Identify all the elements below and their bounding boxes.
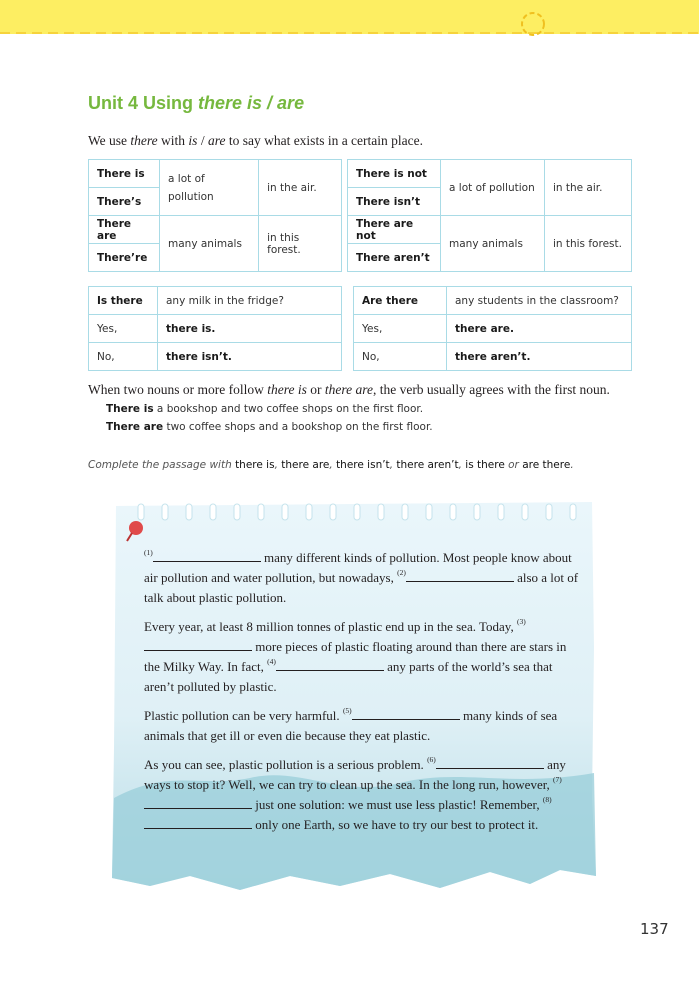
paragraph: As you can see, plastic pollution is a serious problem. $^{(6)}$ any ways to stop it? Well, we can try to clean up the sea. In the long run, however, $^{(7)}$ just one solution: we must use less plastic! Remember, $^{(8)}$ only one Earth, so we have to try our best to protect it.	[144, 755, 566, 832]
table-cell: No,	[89, 343, 158, 371]
agreement-note: When two nouns or more follow there is or there are, the verb usually agrees with the first noun.	[88, 382, 610, 397]
answer-blank[interactable]	[144, 638, 252, 651]
header-band	[0, 0, 699, 34]
unit-title: Unit 4 Using there is / are	[88, 93, 305, 113]
affirmative-table	[88, 159, 342, 272]
exercise-instruction: Complete the passage with there is, there are, there isn’t, there aren’t, is there or are there.	[88, 459, 574, 471]
table-cell: in the air.	[259, 160, 342, 216]
question-table-is-there	[88, 286, 342, 371]
table-cell: Are there	[354, 287, 447, 315]
answer-blank[interactable]	[352, 707, 460, 720]
answer-blank[interactable]	[144, 796, 252, 809]
table-cell: Is there	[89, 287, 158, 315]
table-cell: a lot of pollution	[441, 160, 545, 216]
example-sentence: There is a bookshop and two coffee shops on the first floor.	[106, 403, 424, 415]
table-cell: There are	[89, 216, 160, 244]
answer-blank[interactable]	[276, 658, 384, 671]
header-dashed-line	[0, 30, 699, 38]
table-cell: many animals	[160, 216, 259, 272]
table-cell: any students in the classroom?	[447, 287, 632, 315]
answer-blank[interactable]	[153, 549, 261, 562]
passage	[144, 548, 584, 844]
table-cell: any milk in the fridge?	[158, 287, 342, 315]
example-sentence: There are two coffee shops and a bookshop on the first floor.	[106, 421, 433, 433]
intro-text: We use there with is / are to say what exists in a certain place.	[88, 133, 424, 148]
table-cell: there is.	[158, 315, 342, 343]
table-cell: a lot of pollution	[160, 160, 259, 216]
table-cell: there isn’t.	[158, 343, 342, 371]
table-cell: There is not	[348, 160, 441, 188]
table-cell: There are not	[348, 216, 441, 244]
table-cell: there aren’t.	[447, 343, 632, 371]
table-cell: There is	[89, 160, 160, 188]
table-cell: There’s	[89, 188, 160, 216]
answer-blank[interactable]	[406, 569, 514, 582]
table-cell: many animals	[441, 216, 545, 272]
table-cell: in this forest.	[259, 216, 342, 272]
table-cell: there are.	[447, 315, 632, 343]
table-cell: There aren’t	[348, 244, 441, 272]
answer-blank[interactable]	[144, 816, 252, 829]
answer-blank[interactable]	[436, 756, 544, 769]
negative-table	[347, 159, 632, 272]
table-cell: Yes,	[354, 315, 447, 343]
table-cell: Yes,	[89, 315, 158, 343]
paragraph: Every year, at least 8 million tonnes of plastic end up in the sea. Today, $^{(3)}$ more pieces of plastic floating around than there are stars in the Milky Way. In fact, $^{(4)}$ any parts of the world’s sea that aren’t polluted by plastic.	[144, 617, 567, 694]
table-cell: in the air.	[544, 160, 631, 216]
pushpin-icon	[124, 518, 148, 544]
table-cell: There isn’t	[348, 188, 441, 216]
paragraph: $^{(1)}$ many different kinds of pollution. Most people know about air pollution and water pollution, but nowadays, $^{(2)}$ also a lot of talk about plastic pollution.	[144, 548, 579, 605]
question-table-are-there	[353, 286, 632, 371]
header-decoration-icon	[515, 10, 551, 38]
page-number: 137	[640, 920, 669, 938]
table-cell: in this forest.	[544, 216, 631, 272]
table-cell: No,	[354, 343, 447, 371]
table-cell: There’re	[89, 244, 160, 272]
paragraph: Plastic pollution can be very harmful. $^{(5)}$ many kinds of sea animals that get ill or even die because they eat plastic.	[144, 706, 558, 743]
